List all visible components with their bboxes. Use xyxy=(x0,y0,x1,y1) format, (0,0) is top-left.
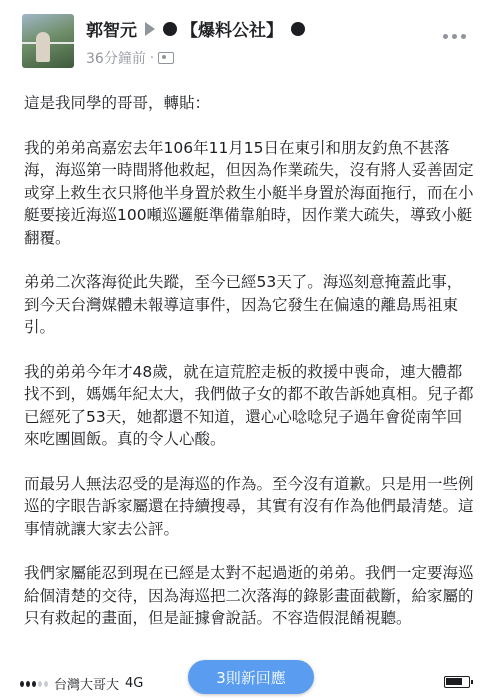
meta-separator: · xyxy=(149,50,154,66)
battery-icon xyxy=(444,676,470,688)
post-paragraph: 這是我同學的哥哥，轉貼： xyxy=(24,94,211,112)
post-paragraph: 我的弟弟今年才48歲，就在這荒腔走板的救援中喪命，連大體都找不到，媽媽年紀太大，我們做子女的都不敢告訴她真相。兒子都已經死了53天，她都還不知道，還心心唸唸兒子過年會從南竿回來吃團圓飯。真的令人心酸。 xyxy=(24,362,474,448)
post-body xyxy=(24,92,476,652)
post-paragraph: 而最另人無法忍受的是海巡的作為。至今沒有道歉。只是用一些例巡的字眼告訴家屬還在持續搜尋，其實有沒有作為他們最清楚。這事情就讓大家去公評。 xyxy=(24,474,474,538)
signal-strength-icon xyxy=(20,681,48,687)
post-paragraph: 我們家屬能忍到現在已經是太對不起過逝的弟弟。我們一定要海巡給個清楚的交待，因為海巡把二次落海的錄影畫面截斷，給家屬的只有救起的畫面，但是証據會說話。不容造假混餚視聽。 xyxy=(24,564,474,627)
author-name[interactable]: 郭智元 xyxy=(86,21,137,41)
shared-to-arrow-icon xyxy=(145,22,155,36)
group-name[interactable]: 【爆料公社】 xyxy=(181,21,283,41)
status-left xyxy=(20,674,143,693)
avatar-figure xyxy=(36,32,50,62)
status-bar xyxy=(0,652,490,700)
carrier-name: 台灣大哥大 xyxy=(54,678,120,693)
post-header xyxy=(0,0,490,80)
more-options-icon[interactable] xyxy=(443,34,466,39)
group-dot-icon xyxy=(163,22,177,36)
author-avatar[interactable] xyxy=(22,14,74,68)
audience-icon xyxy=(158,52,174,64)
post-paragraph: 弟弟二次落海從此失蹤，至今已經53天了。海巡刻意掩蓋此事，到今天台灣媒體未報導這事件，因為它發生在偏遠的離島馬祖東引。 xyxy=(24,273,463,336)
group-dot-icon-end xyxy=(291,22,305,36)
new-replies-button[interactable]: 3則新回應 xyxy=(188,660,314,694)
post-time[interactable]: 36分鐘前 xyxy=(86,51,146,67)
post-meta xyxy=(86,48,174,68)
author-row xyxy=(86,16,305,41)
post-paragraph: 我的弟弟高嘉宏去年106年11月15日在東引和朋友釣魚不甚落海，海巡第一時間將他救起，但因為作業疏失，沒有將人妥善固定或穿上救生衣只將他半身置於救生小艇半身置於海面拖行，而在小艇要接近海巡100噸巡邏艇準備靠舶時，因作業大疏失，導致小艇翻覆。 xyxy=(24,138,474,247)
network-type: 4G xyxy=(125,676,144,691)
